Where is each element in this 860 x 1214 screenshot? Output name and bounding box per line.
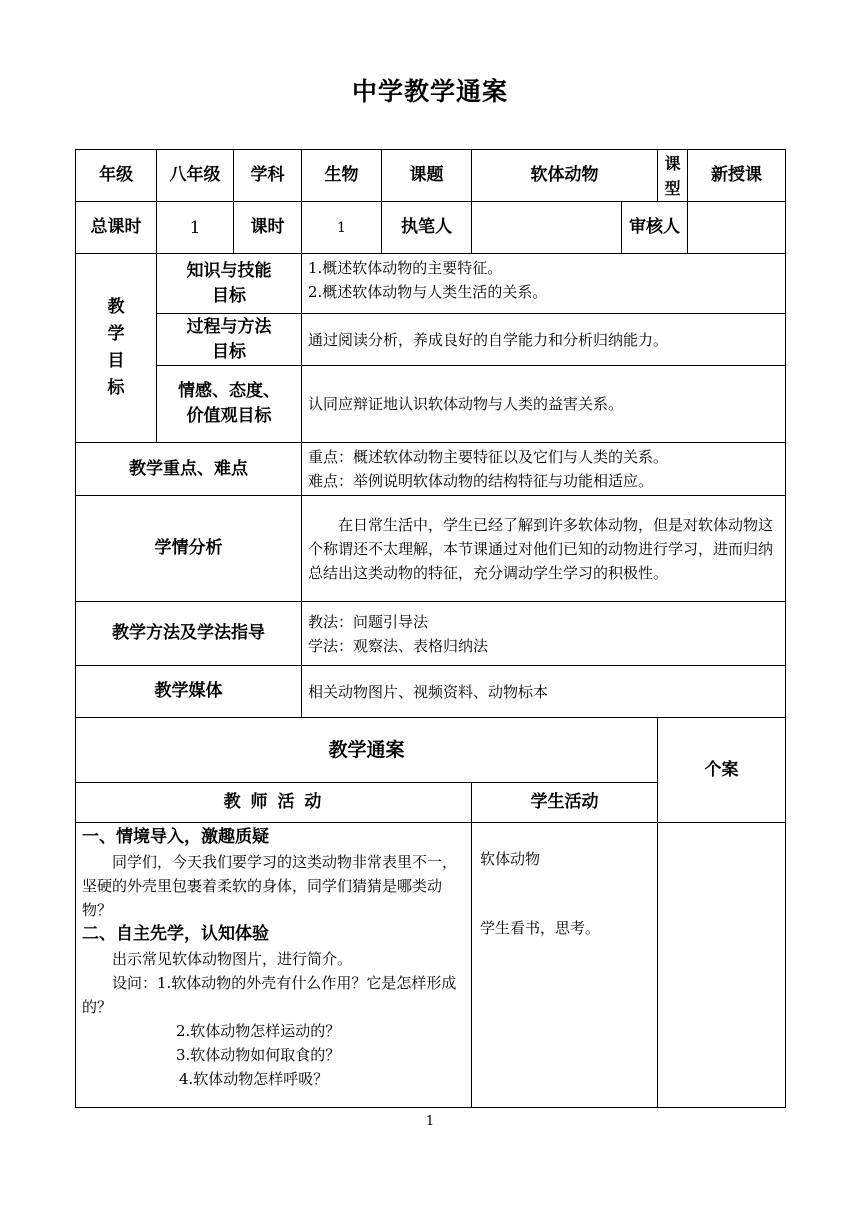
lesson-type-value: 新授课 [688,150,786,202]
reviewer-value [688,202,786,254]
methods-text: 教法：问题引导法 学法：观察法、表格归纳法 [302,602,786,666]
section-1-title: 一、情境导入，激趣质疑 [82,827,269,847]
teacher-activity-header: 教 师 活 动 [76,783,472,823]
key-points-text: 重点：概述软体动物主要特征以及它们与人类的关系。 难点：举例说明软体动物的结构特征与功能相适应。 [302,443,786,496]
process-objective-label: 过程与方法 目标 [157,314,302,366]
emotion-objective-label: 情感、态度、 价值观目标 [157,366,302,443]
page-number: 1 [425,1114,435,1129]
teacher-activity-content [76,823,472,1108]
section-2-question-2: 2.软体动物怎样运动的？ [176,1022,341,1040]
writer-label: 执笔人 [382,202,472,254]
methods-label: 教学方法及学法指导 [76,602,302,666]
reviewer-label: 审核人 [622,202,688,254]
knowledge-objective-text: 1.概述软体动物的主要特征。 2.概述软体动物与人类生活的关系。 [302,254,786,314]
objectives-group-label: 教 学 目 标 [76,254,157,443]
student-answer-1: 软体动物 [480,850,541,868]
total-hours-value: 1 [157,202,234,254]
section-2-title: 二、自主先学，认知体验 [82,924,269,944]
topic-value: 软体动物 [472,150,658,202]
plan-header: 教学通案 [76,718,658,783]
section-2-question-4: 4.软体动物怎样呼吸？ [179,1070,329,1088]
section-2-line-1: 出示常见软体动物图片，进行简介。 [112,950,353,968]
lesson-plan-table [75,149,786,1108]
individual-plan-label: 个案 [658,718,786,823]
section-2-question-3: 3.软体动物如何取食的？ [176,1046,341,1064]
document-title: 中学教学通案 [351,77,508,106]
grade-value: 八年级 [157,150,234,202]
topic-label: 课题 [382,150,472,202]
knowledge-objective-label: 知识与技能 目标 [157,254,302,314]
student-analysis-text: 在日常生活中，学生已经了解到许多软体动物，但是对软体动物这个称谓还不太理解，本节课通过对他们已知的动物进行学习，进而归纳总结出这类动物的特征，充分调动学生学习的积极性。 [302,496,786,602]
emotion-objective-text: 认同应辩证地认识软体动物与人类的益害关系。 [302,366,786,443]
student-analysis-label: 学情分析 [76,496,302,602]
total-hours-label: 总课时 [76,202,157,254]
student-answer-2: 学生看书，思考。 [480,919,601,937]
hours-label: 课时 [234,202,302,254]
writer-value [472,202,622,254]
media-label: 教学媒体 [76,666,302,718]
student-activity-header: 学生活动 [472,783,658,823]
lesson-type-label: 课型 [658,150,688,202]
key-points-label: 教学重点、难点 [76,443,302,496]
section-2-line-2: 设问：1.软体动物的外壳有什么作用？它是怎样形成的？ [82,974,457,1016]
hours-value: 1 [302,202,382,254]
process-objective-text: 通过阅读分析，养成良好的自学能力和分析归纳能力。 [302,314,786,366]
section-1-text: 同学们，今天我们要学习的这类动物非常表里不一，坚硬的外壳里包裹着柔软的身体，同学们猜猜是哪类动物？ [82,853,458,919]
student-activity-content [472,823,658,1108]
subject-label: 学科 [234,150,302,202]
subject-value: 生物 [302,150,382,202]
grade-label: 年级 [76,150,157,202]
individual-plan-content [658,823,786,1108]
media-text: 相关动物图片、视频资料、动物标本 [302,666,786,718]
